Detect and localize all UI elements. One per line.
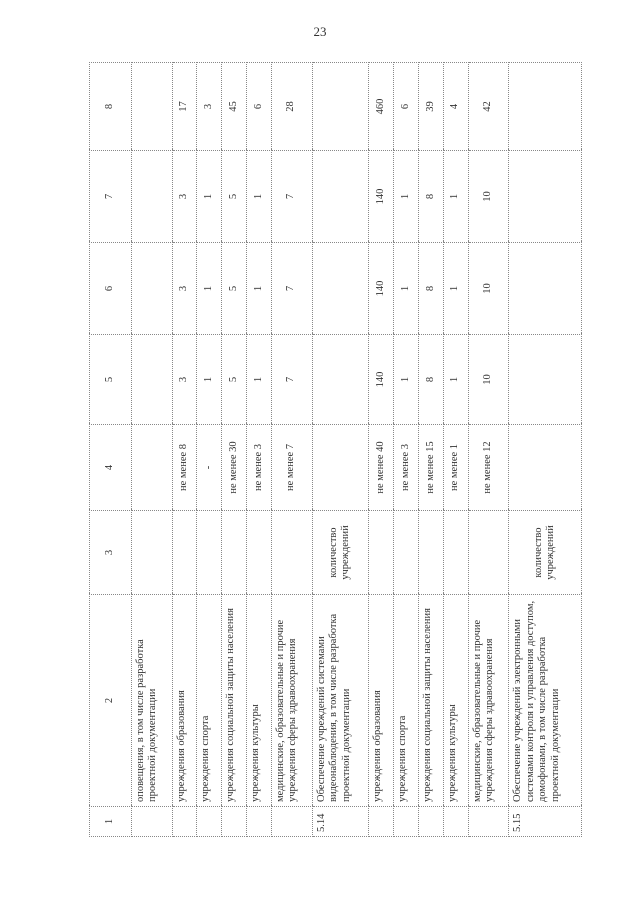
year-value-cell: 8 [418,335,443,425]
year-value-cell: 5 [222,243,247,335]
target-value-cell [312,425,369,511]
indicator-name-cell: учреждения культуры [443,595,468,807]
total-cell: 28 [271,63,312,151]
total-cell: 42 [468,63,509,151]
indicator-name-cell: медицинские, образовательные и прочие учреждения сферы здравоохранения [468,595,509,807]
year-value-cell: 140 [369,151,394,243]
table-row [172,63,197,837]
item-number-cell: 5.15 [509,807,582,837]
total-cell: 3 [197,63,222,151]
unit-cell [418,511,443,595]
target-value-cell: - [197,425,222,511]
target-value-cell: не менее 3 [246,425,271,511]
year-value-cell: 1 [443,243,468,335]
header-cell: 6 [90,243,132,335]
unit-cell [131,511,172,595]
header-cell: 7 [90,151,132,243]
table-row [418,63,443,837]
year-value-cell: 1 [246,243,271,335]
table-row [197,63,222,837]
year-value-cell: 10 [468,151,509,243]
unit-cell [197,511,222,595]
header-cell: 4 [90,425,132,511]
table-row [222,63,247,837]
year-value-cell: 3 [172,335,197,425]
year-value-cell [131,151,172,243]
item-number-cell [197,807,222,837]
indicator-name-cell: учреждения культуры [246,595,271,807]
unit-cell [172,511,197,595]
year-value-cell [509,151,582,243]
indicator-name-cell: Обеспечение учреждений электронными системами контроля и управления доступом, домофонами, в том числе разработка проектной документации [509,595,582,807]
total-cell: 4 [443,63,468,151]
table-row [246,63,271,837]
indicator-name-cell: учреждения спорта [197,595,222,807]
table-body [131,63,581,837]
year-value-cell: 8 [418,151,443,243]
target-value-cell [131,425,172,511]
item-number-cell [271,807,312,837]
total-cell: 17 [172,63,197,151]
year-value-cell: 1 [246,151,271,243]
indicator-name-cell: учреждения образования [172,595,197,807]
total-cell: 39 [418,63,443,151]
table-row [394,63,419,837]
table-row [443,63,468,837]
item-number-cell [246,807,271,837]
item-number-cell [418,807,443,837]
year-value-cell: 1 [197,335,222,425]
year-value-cell: 7 [271,243,312,335]
year-value-cell: 1 [394,243,419,335]
unit-cell [468,511,509,595]
item-number-cell [443,807,468,837]
page-number: 23 [313,24,327,39]
item-number-cell [131,807,172,837]
target-value-cell: не менее 3 [394,425,419,511]
unit-cell: количество учреждений [509,511,582,595]
indicators-table [89,62,582,837]
year-value-cell: 10 [468,243,509,335]
total-cell: 460 [369,63,394,151]
year-value-cell: 7 [271,335,312,425]
header-cell: 8 [90,63,132,151]
year-value-cell: 8 [418,243,443,335]
item-number-cell [394,807,419,837]
table-row [271,63,312,837]
year-value-cell: 1 [197,243,222,335]
year-value-cell [131,243,172,335]
rotated-table-container [89,63,582,837]
target-value-cell: не менее 1 [443,425,468,511]
header-cell: 3 [90,511,132,595]
total-cell [509,63,582,151]
target-value-cell: не менее 15 [418,425,443,511]
target-value-cell: не менее 8 [172,425,197,511]
year-value-cell [509,335,582,425]
unit-cell [443,511,468,595]
year-value-cell: 1 [394,335,419,425]
year-value-cell [312,335,369,425]
header-cell: 2 [90,595,132,807]
indicator-name-cell: Обеспечение учреждений системами видеонаблюдения, в том числе разработка проектной документации [312,595,369,807]
table-row [369,63,394,837]
year-value-cell: 7 [271,151,312,243]
item-number-cell [222,807,247,837]
year-value-cell: 10 [468,335,509,425]
year-value-cell [131,335,172,425]
item-number-cell [468,807,509,837]
year-value-cell: 1 [394,151,419,243]
target-value-cell [509,425,582,511]
table-row [509,63,582,837]
year-value-cell [312,243,369,335]
unit-cell [246,511,271,595]
total-cell: 6 [394,63,419,151]
indicator-name-cell: оповещения, в том числе разработка проектной документации [131,595,172,807]
year-value-cell: 3 [172,243,197,335]
total-cell [312,63,369,151]
year-value-cell: 5 [222,335,247,425]
indicator-name-cell: медицинские, образовательные и прочие учреждения сферы здравоохранения [271,595,312,807]
year-value-cell: 140 [369,243,394,335]
year-value-cell: 140 [369,335,394,425]
header-row [90,63,132,837]
indicator-name-cell: учреждения спорта [394,595,419,807]
target-value-cell: не менее 40 [369,425,394,511]
item-number-cell [172,807,197,837]
indicator-name-cell: учреждения социальной защиты населения [418,595,443,807]
year-value-cell: 1 [246,335,271,425]
total-cell: 45 [222,63,247,151]
unit-cell: количество учреждений [312,511,369,595]
target-value-cell: не менее 12 [468,425,509,511]
year-value-cell: 1 [443,335,468,425]
header-cell: 1 [90,807,132,837]
unit-cell [369,511,394,595]
unit-cell [271,511,312,595]
header-cell: 5 [90,335,132,425]
unit-cell [222,511,247,595]
year-value-cell: 3 [172,151,197,243]
year-value-cell: 1 [443,151,468,243]
unit-cell [394,511,419,595]
total-cell [131,63,172,151]
indicator-name-cell: учреждения образования [369,595,394,807]
table-row [131,63,172,837]
item-number-cell: 5.14 [312,807,369,837]
table-row [312,63,369,837]
year-value-cell: 1 [197,151,222,243]
year-value-cell [312,151,369,243]
indicator-name-cell: учреждения социальной защиты населения [222,595,247,807]
target-value-cell: не менее 30 [222,425,247,511]
table-row [468,63,509,837]
year-value-cell [509,243,582,335]
target-value-cell: не менее 7 [271,425,312,511]
total-cell: 6 [246,63,271,151]
year-value-cell: 5 [222,151,247,243]
item-number-cell [369,807,394,837]
